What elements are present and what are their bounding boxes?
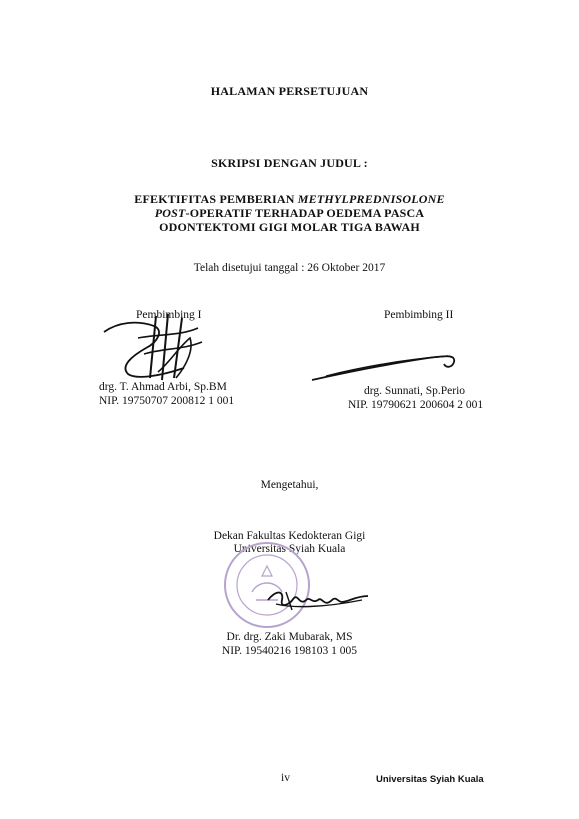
acknowledgement-label: Mengetahui, xyxy=(260,479,319,491)
approval-date: Telah disetujui tanggal : 26 Oktober 2017 xyxy=(193,262,386,274)
dean-name: Dr. drg. Zaki Mubarak, MS xyxy=(226,631,353,643)
supervisor-2-role: Pembimbing II xyxy=(384,309,454,321)
thesis-title-line-3: ODONTEKTOMI GIGI MOLAR TIGA BAWAH xyxy=(159,220,420,234)
dean-position-line-2: Universitas Syiah Kuala xyxy=(233,543,346,555)
subheading: SKRIPSI DENGAN JUDUL : xyxy=(211,156,368,170)
dean-signature xyxy=(262,582,374,618)
thesis-title-part: EFEKTIFITAS PEMBERIAN xyxy=(134,192,298,206)
dean-nip: NIP. 19540216 198103 1 005 xyxy=(221,645,358,657)
thesis-title-line-2 xyxy=(0,206,579,221)
supervisor-2-signature xyxy=(308,346,468,386)
supervisor-2-nip: NIP. 19790621 200604 2 001 xyxy=(348,399,484,411)
thesis-title-part: -OPERATIF TERHADAP OEDEMA PASCA xyxy=(185,206,425,220)
dean-position-line-1: Dekan Fakultas Kedokteran Gigi xyxy=(213,530,366,542)
supervisor-1-nip: NIP. 19750707 200812 1 001 xyxy=(99,395,235,407)
supervisor-1-role: Pembimbing I xyxy=(136,309,202,321)
page-heading: HALAMAN PERSETUJUAN xyxy=(210,84,369,98)
page-number: iv xyxy=(281,772,290,784)
thesis-title-line-1 xyxy=(0,192,579,207)
thesis-title-italic: POST xyxy=(154,206,186,220)
supervisor-2-name: drg. Sunnati, Sp.Perio xyxy=(364,385,466,397)
footer-university: Universitas Syiah Kuala xyxy=(376,774,484,785)
supervisor-1-name: drg. T. Ahmad Arbi, Sp.BM xyxy=(99,381,227,393)
thesis-title-italic: METHYLPREDNISOLONE xyxy=(297,192,445,206)
